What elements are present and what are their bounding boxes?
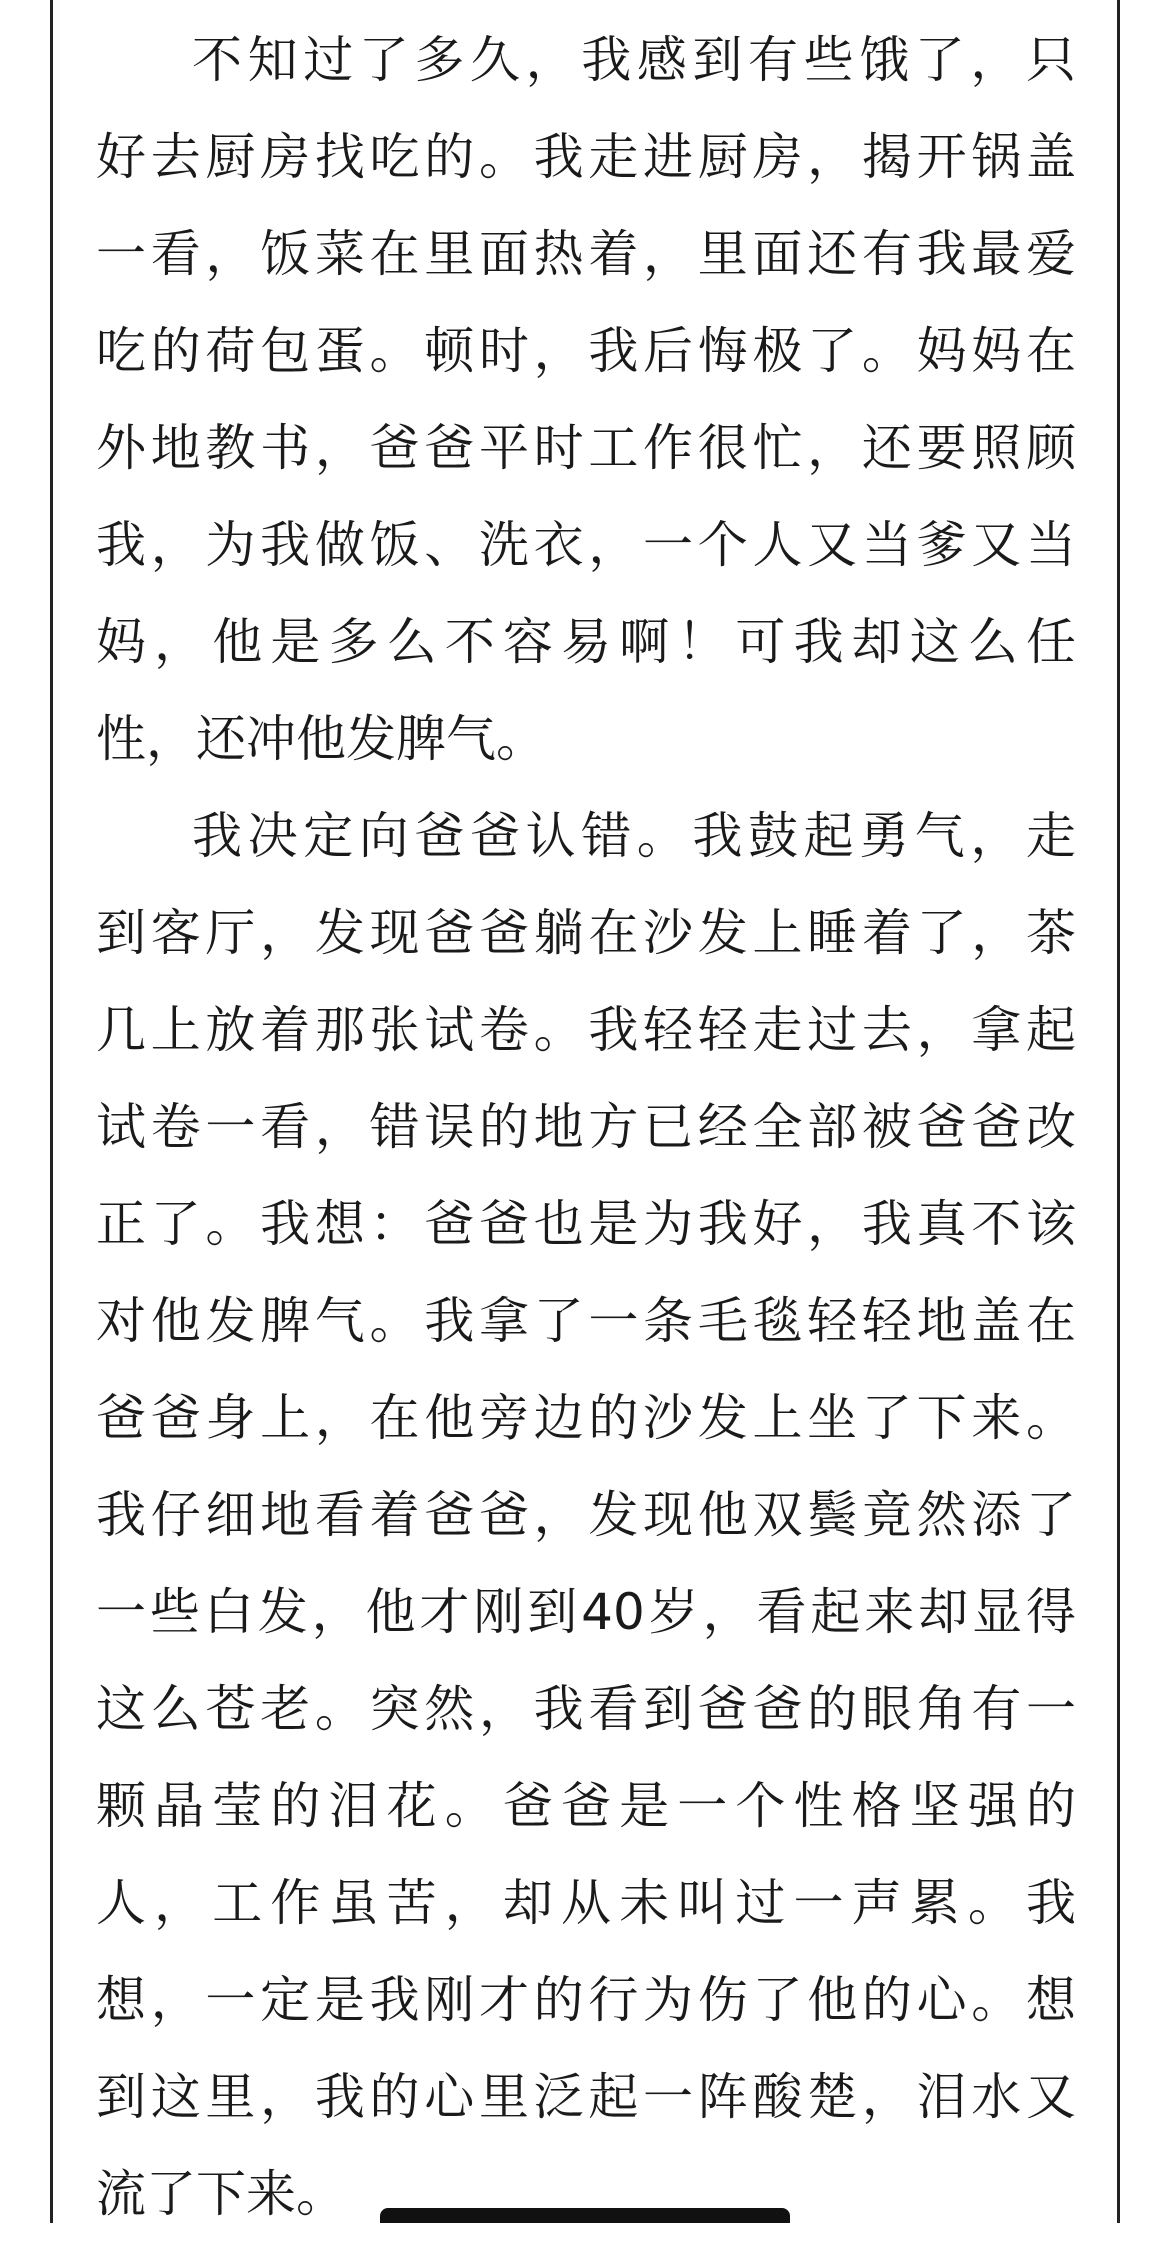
text-line: 我，为我做饭、洗衣，一个人又当爹又当 xyxy=(96,516,1076,574)
text-line: 流了下来。 xyxy=(96,2165,346,2223)
text-line: 性，还冲他发脾气。 xyxy=(96,710,546,768)
text-line: 吃的荷包蛋。顿时，我后悔极了。妈妈在 xyxy=(96,322,1076,380)
text-line: 想，一定是我刚才的行为伤了他的心。想 xyxy=(96,1971,1076,2029)
right-border-line xyxy=(1117,0,1120,2223)
text-line: 不知过了多久，我感到有些饿了，只 xyxy=(192,31,1076,89)
text-line: 人，工作虽苦，却从未叫过一声累。我 xyxy=(96,1874,1076,1932)
essay-text xyxy=(96,12,1076,2243)
text-line: 这么苍老。突然，我看到爸爸的眼角有一 xyxy=(96,1680,1076,1738)
home-indicator-bar[interactable] xyxy=(380,2208,790,2223)
text-line: 试卷一看，错误的地方已经全部被爸爸改 xyxy=(96,1098,1076,1156)
text-line: 我仔细地看着爸爸，发现他双鬓竟然添了 xyxy=(96,1486,1076,1544)
left-border-line xyxy=(50,0,53,2223)
text-line: 颗晶莹的泪花。爸爸是一个性格坚强的 xyxy=(96,1777,1076,1835)
text-line: 对他发脾气。我拿了一条毛毯轻轻地盖在 xyxy=(96,1292,1076,1350)
text-line: 正了。我想：爸爸也是为我好，我真不该 xyxy=(96,1195,1076,1253)
text-line: 我决定向爸爸认错。我鼓起勇气，走 xyxy=(192,807,1076,865)
text-line: 一看，饭菜在里面热着，里面还有我最爱 xyxy=(96,225,1076,283)
text-line: 到这里，我的心里泛起一阵酸楚，泪水又 xyxy=(96,2068,1076,2126)
text-line: 好去厨房找吃的。我走进厨房，揭开锅盖 xyxy=(96,128,1076,186)
text-line: 爸爸身上，在他旁边的沙发上坐了下来。 xyxy=(96,1389,1076,1447)
text-line: 外地教书，爸爸平时工作很忙，还要照顾 xyxy=(96,419,1076,477)
text-line: 一些白发，他才刚到40岁，看起来却显得 xyxy=(96,1583,1076,1641)
text-line: 几上放着那张试卷。我轻轻走过去，拿起 xyxy=(96,1001,1076,1059)
text-line: 到客厅，发现爸爸躺在沙发上睡着了，茶 xyxy=(96,904,1076,962)
text-line: 妈，他是多么不容易啊！可我却这么任 xyxy=(96,613,1076,671)
